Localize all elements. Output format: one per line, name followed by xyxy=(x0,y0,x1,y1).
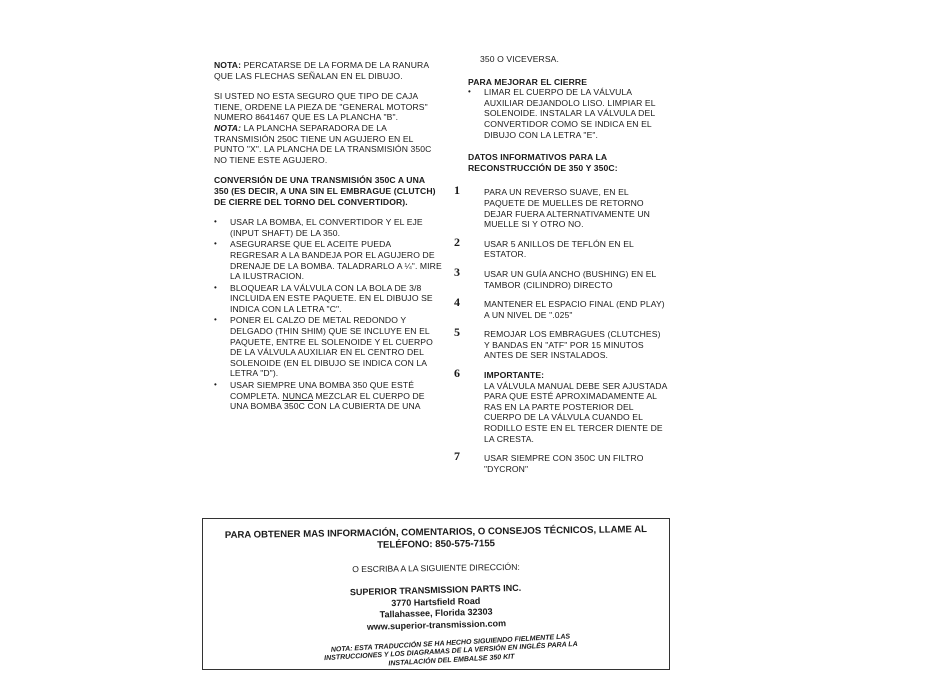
nota-2-text: LA PLANCHA SEPARADORA DE LA TRANSMISIÓN 250C TIENE UN AGUJERO EN EL PUNTO "X". LA PLANCHA DE LA TRANSMISIÓN 350C NO TIENE ESTE AGUJERO. xyxy=(214,122,432,165)
right-column xyxy=(454,54,668,483)
list-item: • ASEGURARSE QUE EL ACEITE PUEDA REGRESAR A LA BANDEJA POR EL AGUJERO DE DRENAJE DE LA BOMBA. TALADRARLO A ¼". MIRE LA ILUSTRACION. xyxy=(214,239,442,281)
website: www.superior-transmission.com xyxy=(366,617,507,631)
list-item xyxy=(454,295,668,320)
mejorar-heading: PARA MEJORAR EL CIERRE xyxy=(468,76,588,87)
write-line: O ESCRIBA A LA SIGUIENTE DIRECCIÓN: xyxy=(352,561,520,575)
list-item xyxy=(454,366,668,444)
nota-2-label: NOTA: xyxy=(214,122,242,133)
nota-2 xyxy=(214,123,442,165)
mejorar-bullets xyxy=(468,87,668,140)
left-column xyxy=(214,60,442,413)
list-item xyxy=(454,264,668,290)
contact-heading: PARA OBTENER MAS INFORMACIÓN, COMENTARIOS, O CONSEJOS TÉCNICOS, LLAME AL TELÉFONO: 850-575-7155 xyxy=(224,524,648,551)
item-text: PARA UN REVERSO SUAVE, EN EL PAQUETE DE MUELLES DE RETORNO DEJAR FUERA ALTERNATIVAMENTE UN MUELLE SI Y OTRO NO. xyxy=(484,187,650,230)
item-number: 4 xyxy=(454,295,461,310)
item-text: REMOJAR LOS EMBRAGUES (CLUTCHES) Y BANDAS EN "ATF" POR 15 MINUTOS ANTES DE SER INSTALADOS. xyxy=(484,329,661,361)
list-item xyxy=(214,380,442,412)
translation-note: NOTA: ESTA TRADUCCIÓN SE HA HECHO SIGUIENDO FIELMENTE LAS INSTRUCCIONES Y LOS DIAGRAMAS DE LA VERSIÓN EN INGLÉS PARA LA INSTALACIÓN DEL EMBALSE 350 KIT xyxy=(324,632,578,667)
city-address: Tallahassee, Florida 32303 xyxy=(379,606,493,619)
list-item xyxy=(454,325,668,361)
para-caja: SI USTED NO ESTA SEGURO QUE TIPO DE CAJA TIENE, ORDENE LA PIEZA DE "GENERAL MOTORS" NUMERO 8641467 QUE ES LA PLANCHA "B". xyxy=(214,91,428,123)
nota-1 xyxy=(214,60,442,81)
list-item: • LIMAR EL CUERPO DE LA VÁLVULA AUXILIAR DEJANDOLO LISO. LIMPIAR EL SOLENOIDE. INSTALAR LA VÁLVULA DEL CONVERTIDOR COMO SE INDICA EN EL DIBUJO CON LA LETRA "E". xyxy=(468,87,668,140)
item-number: 7 xyxy=(454,449,461,464)
last-bullet-b: MEZCLAR EL CUERPO DE UNA BOMBA 350C CON LA CUBIERTA DE UNA xyxy=(230,390,425,412)
company-name: SUPERIOR TRANSMISSION PARTS INC. xyxy=(349,582,522,597)
continuation-text: 350 O VICEVERSA. xyxy=(480,54,559,64)
company-address xyxy=(202,578,669,636)
list-item: • BLOQUEAR LA VÁLVULA CON LA BOLA DE 3/8 INCLUIDA EN ESTE PAQUETE. EN EL DIBUJO SE INDICA CON LA LETRA "C". xyxy=(214,283,442,315)
nota-1-text: PERCATARSE DE LA FORMA DE LA RANURA QUE LAS FLECHAS SEÑALAN EN EL DIBUJO. xyxy=(214,60,429,81)
item-number: 2 xyxy=(454,234,461,249)
nota-1-label: NOTA: xyxy=(214,60,242,70)
item-text: USAR UN GUÍA ANCHO (BUSHING) EN EL TAMBOR (CILINDRO) DIRECTO xyxy=(484,268,657,290)
item-6-text: LA VÁLVULA MANUAL DEBE SER AJUSTADA PARA QUE ESTÉ APROXIMADAMENTE AL RAS EN LA PARTE POSTERIOR DEL CUERPO DE LA VÁLVULA CUANDO EL RODILLO ESTE EN EL TERCER DIENTE DE LA CRESTA. xyxy=(484,380,667,444)
item-number: 3 xyxy=(454,264,461,279)
item-text: MANTENER EL ESPACIO FINAL (END PLAY) A UN NIVEL DE ".025" xyxy=(484,299,665,320)
last-bullet-a: USAR SIEMPRE UNA BOMBA 350 QUE ESTÉ COMPLETA. xyxy=(230,380,415,401)
item-number: 5 xyxy=(454,325,461,340)
list-item: • USAR LA BOMBA, EL CONVERTIDOR Y EL EJE (INPUT SHAFT) DE LA 350. xyxy=(214,217,442,238)
conversion-heading: CONVERSIÓN DE UNA TRANSMISIÓN 350C A UNA 350 (ES DECIR, A UNA SIN EL EMBRAGUE (CLUTCH) DE CIERRE DEL TORNO DEL CONVERTIDOR). xyxy=(214,175,436,207)
list-item xyxy=(454,183,668,230)
street-address: 3770 Hartsfield Road xyxy=(391,594,481,608)
list-item xyxy=(454,449,668,474)
datos-heading: DATOS INFORMATIVOS PARA LA RECONSTRUCCIÓN DE 350 Y 350C: xyxy=(468,152,618,173)
datos-list xyxy=(454,183,668,474)
item-number: 1 xyxy=(454,183,461,198)
item-number: 6 xyxy=(454,366,461,381)
contact-info-box xyxy=(202,518,670,670)
item-text: USAR SIEMPRE CON 350C UN FILTRO "DYCRON" xyxy=(484,453,644,474)
conversion-bullets xyxy=(214,217,442,412)
item-6-label: IMPORTANTE: xyxy=(484,370,545,381)
list-item xyxy=(454,234,668,260)
nunca-word: NUNCA xyxy=(282,390,314,401)
list-item: • PONER EL CALZO DE METAL REDONDO Y DELGADO (THIN SHIM) QUE SE INCLUYE EN EL PAQUETE, ENTRE EL SOLENOIDE Y EL CUERPO DE LA VÁLVULA AUXILIAR EN EL CENTRO DEL SOLENOIDE (EN EL DIBUJO SE INDICA CON LA LETRA "D"). xyxy=(214,315,442,379)
item-text: USAR 5 ANILLOS DE TEFLÓN EN EL ESTATOR. xyxy=(484,238,634,260)
